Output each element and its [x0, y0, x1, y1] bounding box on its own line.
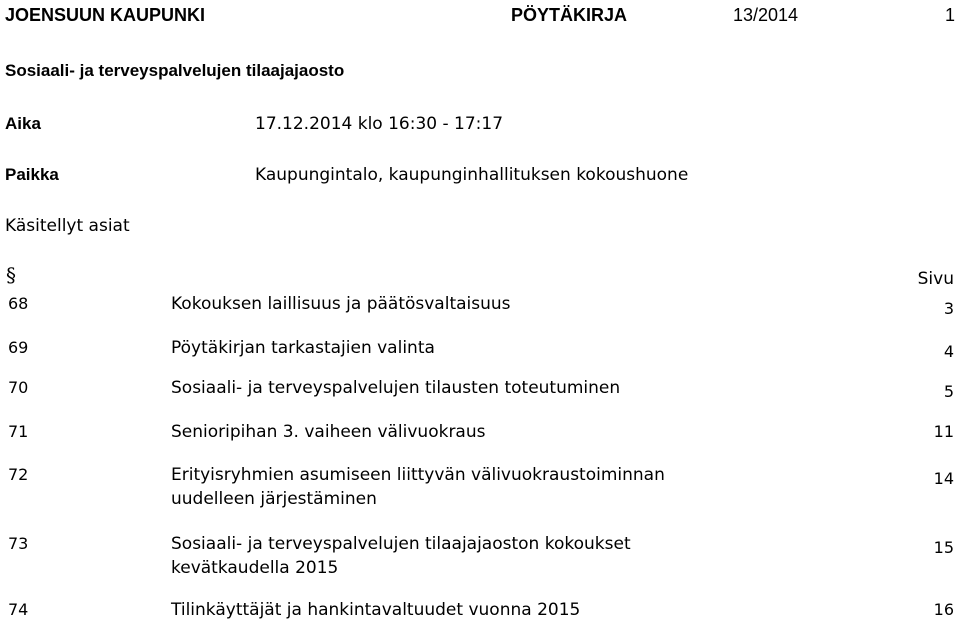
page-number: 1	[945, 5, 956, 25]
section-symbol: §	[6, 263, 16, 287]
item-number: 72	[8, 465, 29, 484]
item-number: 69	[8, 338, 29, 357]
item-page: 14	[933, 469, 954, 488]
item-title: Tilinkäyttäjät ja hankintavaltuudet vuonna 2015	[171, 600, 581, 620]
document-type: PÖYTÄKIRJA	[511, 5, 628, 25]
item-page: 3	[943, 299, 954, 318]
item-page: 11	[933, 422, 954, 441]
item-number: 68	[8, 294, 29, 313]
item-page: 5	[943, 382, 954, 401]
time-value: 17.12.2014 klo 16:30 - 17:17	[255, 114, 504, 134]
item-page: 4	[943, 342, 954, 361]
agenda-heading: Käsitellyt asiat	[5, 216, 130, 236]
place-value: Kaupungintalo, kaupunginhallituksen kokoushuone	[255, 165, 689, 185]
item-title: Sosiaali- ja terveyspalvelujen tilausten toteutuminen	[171, 378, 621, 398]
issue-number: 13/2014	[733, 5, 799, 25]
item-number: 74	[8, 600, 29, 619]
time-label: Aika	[5, 114, 41, 133]
item-title: Sosiaali- ja terveyspalvelujen tilaajajaoston kokoukset kevätkaudella 2015	[171, 534, 631, 578]
item-page: 16	[933, 600, 954, 619]
item-number: 71	[8, 422, 29, 441]
item-title: Erityisryhmien asumiseen liittyvän välivuokraustoiminnan uudelleen järjestäminen	[171, 465, 665, 509]
item-title: Pöytäkirjan tarkastajien valinta	[171, 338, 435, 358]
organization-name: JOENSUUN KAUPUNKI	[5, 5, 206, 25]
item-page: 15	[933, 538, 954, 557]
page-column-label: Sivu	[917, 269, 954, 289]
place-label: Paikka	[5, 165, 59, 184]
item-title: Senioripihan 3. vaiheen välivuokraus	[171, 422, 486, 442]
item-number: 70	[8, 378, 29, 397]
item-number: 73	[8, 534, 29, 553]
committee-name: Sosiaali- ja terveyspalvelujen tilaajajaosto	[5, 61, 345, 80]
item-title: Kokouksen laillisuus ja päätösvaltaisuus	[171, 294, 511, 314]
